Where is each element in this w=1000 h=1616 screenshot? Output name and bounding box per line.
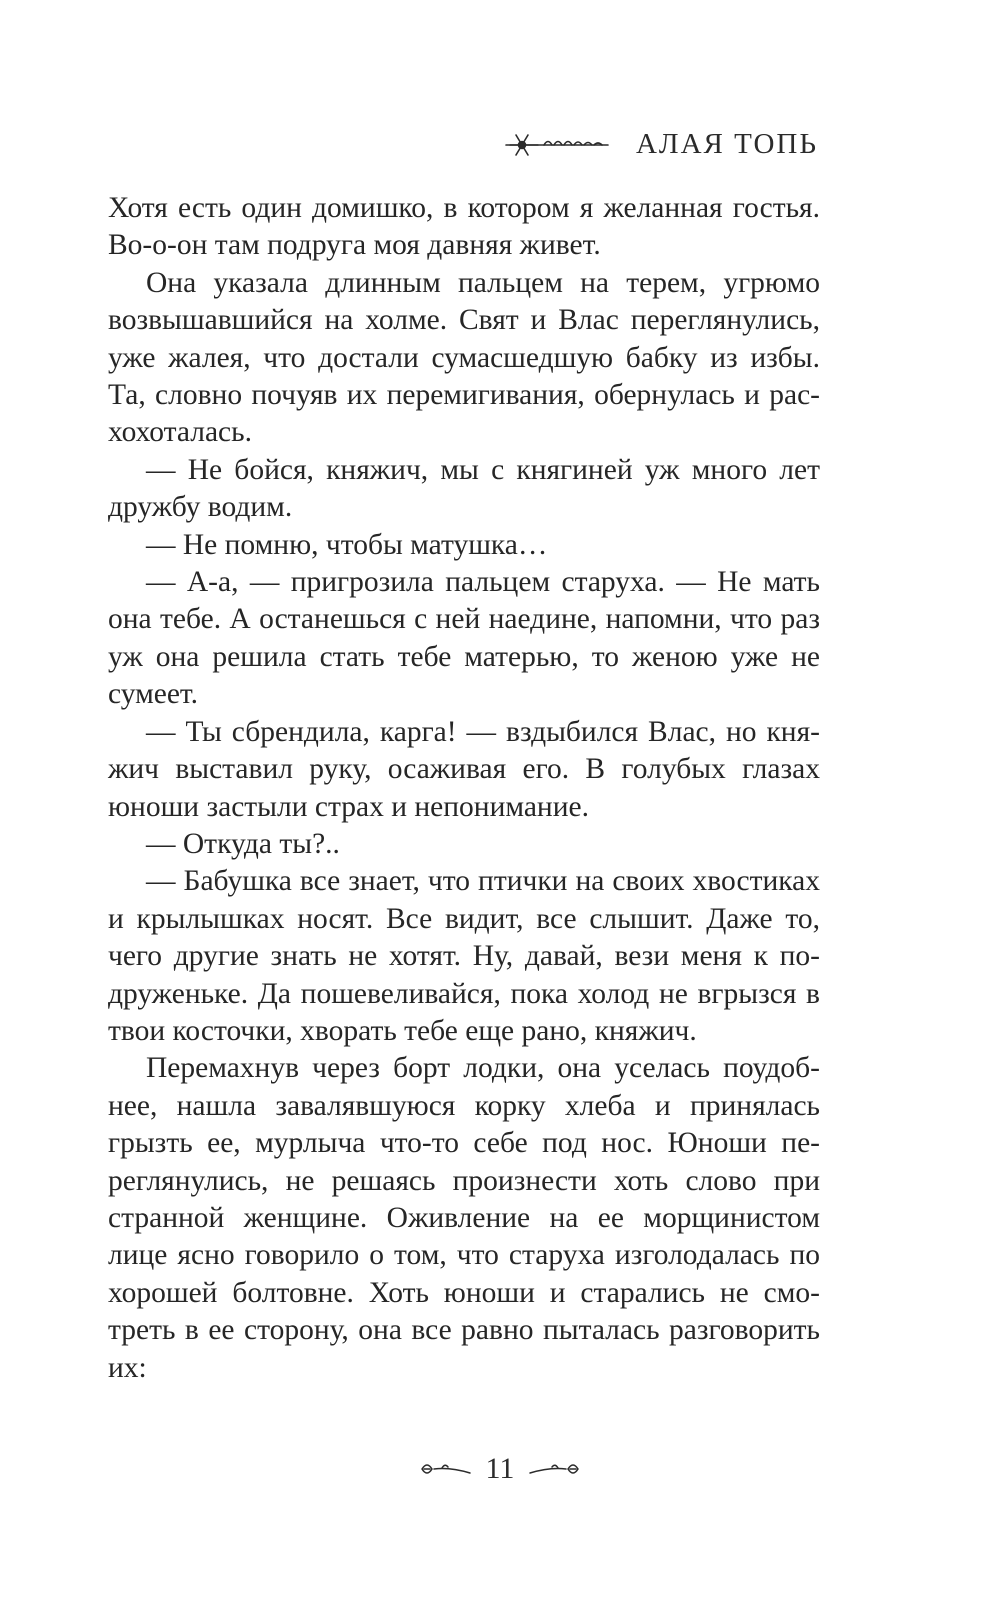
running-title: АЛАЯ ТОПЬ — [635, 128, 818, 160]
floral-vine-icon — [502, 131, 610, 159]
paragraph: Хотя есть один домишко, в котором я желанная гостья. Во-о-он там подруга моя давняя живет. — [108, 192, 820, 262]
page-footer — [0, 1452, 1000, 1486]
running-head — [502, 128, 818, 161]
paragraph: Перемахнув через борт лодки, она уселась поудобнее, нашла завалявшуюся корку хлеба и принялась грызть ее, мурлыча что-то себе под нос. Юноши переглянулись, не решаясь произнести хоть слово при странной женщине. Оживление на ее морщинистом лице ясно говорило о том, что старуха изголодалась по хорошей болтовне. Хоть юноши и старались не смотреть в ее сторону, она все равно пыталась разговорить их: — [108, 1052, 820, 1384]
dialogue-line: — Ты сбрендила, карга! — вздыбился Влас, но княжич выставил руку, осаживая его. В голубых глазах юноши застыли страх и непонимание. — [108, 715, 820, 823]
paragraph: Она указала длинным пальцем на терем, угрюмо возвышавшийся на холме. Свят и Влас переглянулись, уже жалея, что достали сумасшедшую бабку из избы. Та, словно почуяв их перемигивания, обернулась и расхохоталась. — [108, 266, 820, 449]
page-number: 11 — [485, 1452, 515, 1485]
dialogue-line: — Откуда ты?.. — [146, 827, 340, 860]
dialogue-line: — Бабушка все знает, что птички на своих хвостиках и крылышках носят. Все видит, все слышит. Даже то, чего другие знать не хотят. Ну, давай, вези меня к подруженьке. Да пошевеливайся, пока холод не вгрызся в твои косточки, хворать тебе еще рано, княжич. — [108, 865, 820, 1047]
right-flourish-icon — [526, 1458, 582, 1480]
dialogue-line: — Не бойся, княжич, мы с княгиней уж много лет дружбу водим. — [108, 453, 820, 524]
left-flourish-icon — [418, 1458, 474, 1480]
dialogue-line: — Не помню, чтобы матушка… — [146, 528, 548, 561]
dialogue-line: — А-а, — пригрозила пальцем старуха. — Не мать она тебе. А останешься с ней наедине, напомни, что раз уж она решила стать тебе матерью, то женою уже не сумеет. — [108, 566, 820, 711]
body-text — [108, 190, 820, 1387]
